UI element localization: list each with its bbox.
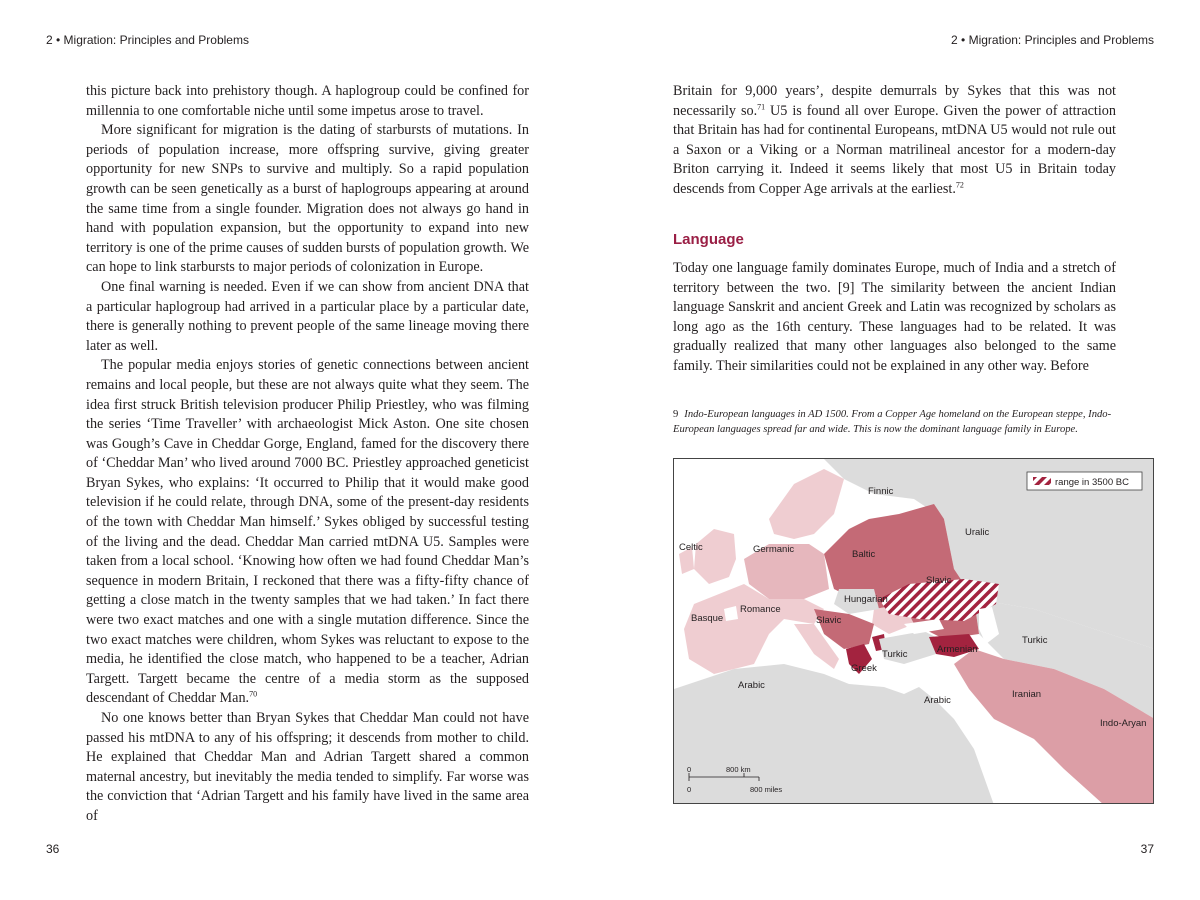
legend-swatch <box>1033 477 1051 485</box>
page-number-left: 36 <box>46 842 60 856</box>
paragraph-text: The popular media enjoys stories of genetic connections between ancient remains and local people, but these are not always quite what they seem. The idea first struck British television producer Philip Priestley, who was filming the series ‘Time Traveller’ with archaeologist Mick Aston. One site chosen was Gough’s Cave in Cheddar Gorge, England, famed for the discovery there of ‘Cheddar Man’ who lived around 7000 BC. Priestley approached geneticist Bryan Sykes, who explains: ‘It occurred to Philip that it would make good television if he could relate, through DNA, some of the present-day residents of the town with Cheddar Man himself.’ Sykes obliged by successful testing of the living and the dead. Cheddar Man carried mtDNA U5. Samples were taken from a local school. ‘Knowing how often we had found Cheddar Man’s sequence in modern Britain, I reckoned that there was a fifty-fifty chance of getting a close match in the twenty samples that we had taken.’ In fact there were two exact matches and one with a single mutation difference. Since the two exact matches were children, whom Sykes was reluctant to expose to the media, he identified the close match, who happened to be a teacher, Adrian Targett. Targett became the centre of a media storm as the supposed descendant of Cheddar Man. <box>86 357 529 707</box>
label-baltic: Baltic <box>852 549 876 560</box>
label-indo-aryan: Indo-Aryan <box>1100 718 1147 729</box>
label-romance: Romance <box>740 604 781 615</box>
figure-caption <box>673 407 1143 437</box>
label-slavic-south: Slavic <box>816 615 842 626</box>
right-column-lower <box>673 259 1116 377</box>
caption-text: Indo-European languages in AD 1500. From a Copper Age homeland on the European steppe, Indo-European languages spread far and wide. This is now the dominant language family in Europe. <box>673 409 1112 435</box>
label-slavic-east: Slavic <box>926 575 952 586</box>
scale-miles: 800 miles <box>750 785 783 794</box>
footnote-ref: 70 <box>249 689 258 699</box>
footnote-ref: 72 <box>955 180 964 190</box>
paragraph: More significant for migration is the dating of starbursts of mutations. In periods of population increase, more offspring survive, giving greater opportunity for new SNPs to survive and multiply. So a rapid population growth can be seen genetically as a burst of haplogroups appearing at around the same time from a single founder. Migration does not always go hand in hand with population expansion, but the opportunity to expand into new territory is one of the prime causes of sudden bursts of population growth. We can hope to link starbursts to major periods of colonization in Europe. <box>86 122 529 276</box>
scale-km: 800 km <box>726 765 751 774</box>
section-heading: Language <box>673 231 744 248</box>
scale-zero-km: 0 <box>687 765 692 774</box>
label-iranian: Iranian <box>1012 689 1042 700</box>
label-turkic-east: Turkic <box>1022 635 1048 646</box>
paragraph-text: Britain for 9,000 years’, despite demurrals by Sykes that this was not necessarily so. <box>673 83 1116 119</box>
label-armenian: Armenian <box>937 644 978 655</box>
scale-zero-miles: 0 <box>687 785 692 794</box>
paragraph <box>673 82 1116 200</box>
label-basque: Basque <box>691 613 724 624</box>
label-arabic-east: Arabic <box>924 695 951 706</box>
running-head-right: 2 • Migration: Principles and Problems <box>951 33 1154 47</box>
label-turkic-balkan: Turkic <box>882 649 908 660</box>
label-hungarian: Hungarian <box>844 594 888 605</box>
map-svg <box>674 459 1154 804</box>
language-map <box>673 458 1154 804</box>
page-number-right: 37 <box>1140 842 1154 856</box>
right-column <box>673 82 1116 200</box>
paragraph <box>86 356 529 709</box>
label-greek: Greek <box>851 663 877 674</box>
label-finnic: Finnic <box>868 486 894 497</box>
figure-number: 9 <box>673 409 679 420</box>
left-column <box>86 82 529 827</box>
footnote-ref: 71 <box>757 101 766 111</box>
label-germanic: Germanic <box>753 544 795 555</box>
paragraph-text: U5 is found all over Europe. Given the power of attraction that Britain has had for continental Europeans, mtDNA U5 would not rule out a Saxon or a Viking or a Norman matrilineal ancestor for a modern-day Briton carrying it. Indeed it seems likely that most U5 in Britain today descends from Copper Age arrivals at the earliest. <box>673 102 1116 197</box>
label-celtic: Celtic <box>679 542 703 553</box>
paragraph: No one knows better than Bryan Sykes that Cheddar Man could not have passed his mtDNA to any of his offspring; it descends from mother to child. He explained that Cheddar Man and Adrian Targett shared a common maternal ancestry, but inevitably the media tended to simplify. Far worse was the conviction that ‘Adrian Targett and his family have lived in the same area of <box>86 710 529 824</box>
paragraph: Today one language family dominates Europe, much of India and a stretch of territory between the two. [9] The similarity between the ancient Indian language Sanskrit and ancient Greek and Latin was recognized by scholars as long ago as the 16th century. These languages had to be related. It was gradually realized that many other languages also belonged to the same family. Their similarities could not be explained in any other way. Before <box>673 260 1116 374</box>
paragraph: this picture back into prehistory though. A haplogroup could be confined for millennia to one comfortable niche until some impetus arose to travel. <box>86 83 529 119</box>
label-arabic-west: Arabic <box>738 680 765 691</box>
running-head-left: 2 • Migration: Principles and Problems <box>46 33 249 47</box>
label-uralic: Uralic <box>965 527 990 538</box>
paragraph: One final warning is needed. Even if we can show from ancient DNA that a particular haplogroup had arrived in a particular place by a particular date, there is generally nothing to prevent people of the same lineage moving there later as well. <box>86 278 529 354</box>
legend-label: range in 3500 BC <box>1055 477 1129 488</box>
